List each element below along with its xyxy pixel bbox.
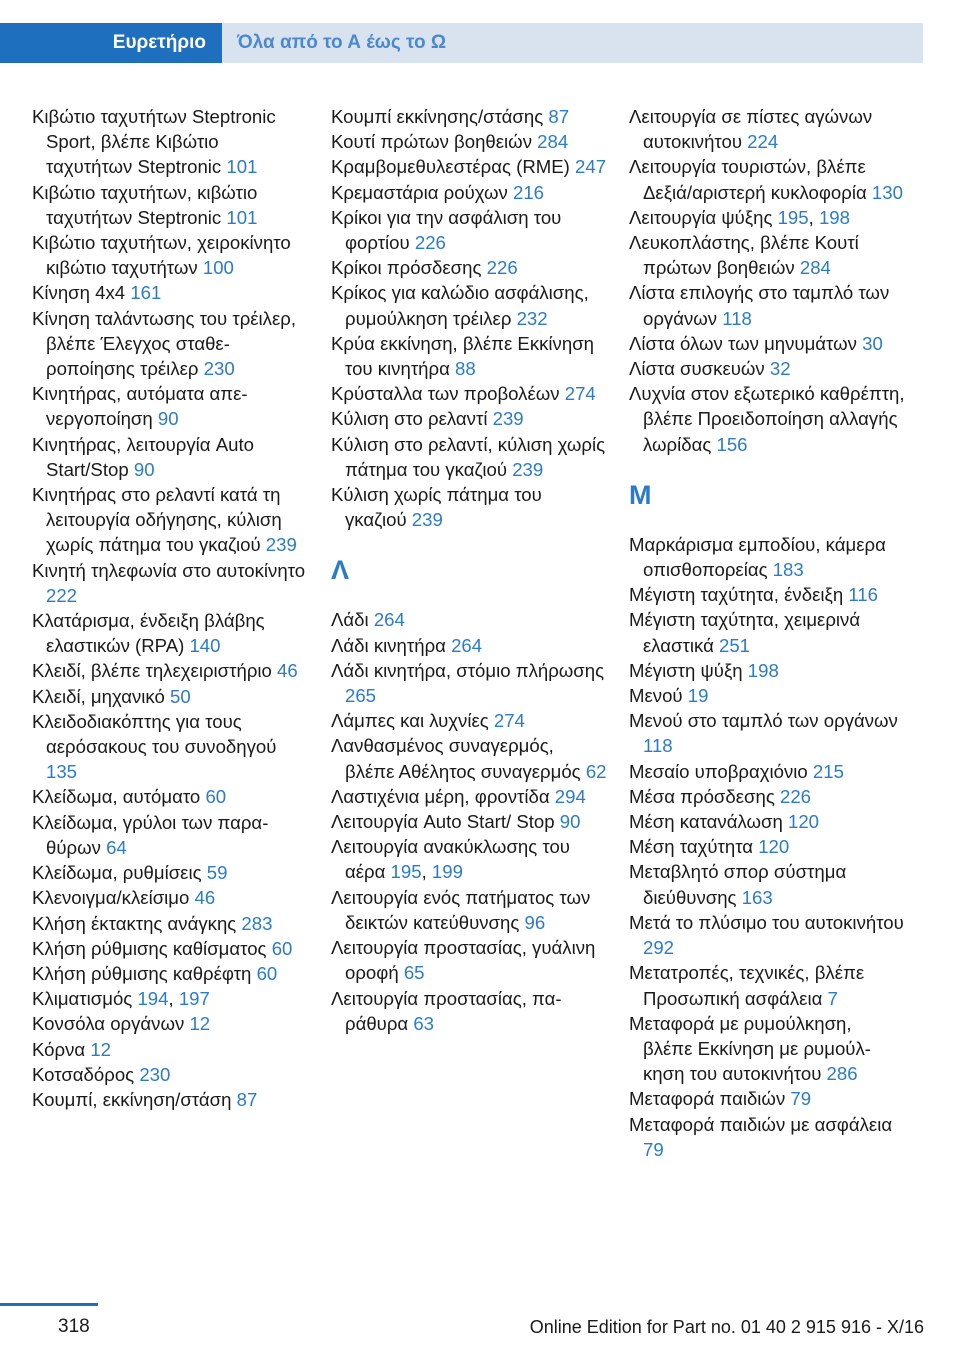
index-entry-text: Κλειδοδιακόπτης για τους αερόσακους του συνοδηγού [32,710,277,758]
index-entry-text: Κιβώτιο ταχυτήτων, κιβώτιο ταχυτήτων Steptronic [32,181,258,228]
index-entry-text: Μεταφορά με ρυμούλκηση, βλέπε Εκκίνηση με ρυμούλκηση του αυτοκινήτου [629,1012,871,1085]
page-reference-link[interactable]: 239 [411,509,443,531]
index-entry-text: Κύλιση χωρίς πάτημα του γκαζιού [331,484,542,531]
index-entry-text: Κλατάρισμα, ένδειξη βλάβης ελαστικών (RPA) [32,610,265,657]
index-entry-text: Λειτουργία ανακύκλωσης του αέρα [331,836,570,883]
index-entry [629,607,905,657]
index-entry [629,331,905,356]
page-reference-link[interactable]: 120 [787,811,820,833]
page-reference-link[interactable]: 65 [403,962,425,984]
index-entry-text: Κρίκος για καλώδιο ασφάλισης, ρυμούλκηση τρέιλερ [331,282,589,329]
index-entry-text: Κλείδωμα, ρυθμίσεις [32,862,202,884]
page-reference-link[interactable]: 183 [772,559,804,581]
index-entry-text: Κρεμαστάρια ρούχων [331,181,508,203]
index-entry [629,154,905,204]
index-entry-text: Λειτουργία Auto Start/ Stop [331,811,555,833]
index-entry: Κλιματισμός 194, 197 [32,988,210,1010]
index-entry [331,381,607,406]
page-reference-link[interactable]: 230 [203,358,235,380]
page-reference-link[interactable]: 87 [236,1088,258,1110]
page-reference-link[interactable]: 247 [575,156,607,178]
index-entry: Λειτουργία ανακύκλωσης του αέρα 195, 199 [331,836,570,883]
index-entry-text: Κρύα εκκίνηση, βλέπε Εκκίνηση του κινητήρα [331,332,595,380]
index-entry [629,910,905,960]
index-entry [629,683,905,708]
index-entry [32,709,308,785]
page-reference-link[interactable]: 32 [769,358,791,380]
index-entry [629,859,905,909]
index-entry [32,784,308,809]
index-entry-text: Λάδι κινητήρα, στόμιο πλήρωσης [331,659,605,681]
index-entry-text: Κινητήρας στο ρελαντί κατά τη λειτουργία οδήγησης, κύλιση χωρίς πάτημα του γκαζιού [32,484,282,556]
index-entry-text: Λυχνία στον εξωτερικό καθρέπτη, βλέπε Προειδοποίηση αλλαγής λωρίδας [629,383,905,455]
page-reference-link[interactable]: 198 [747,659,779,681]
section-letter: Μ [629,479,652,510]
index-entry-text: Μετατροπές, τεχνικές, βλέπε Προσωπική ασφάλεια [629,962,865,1009]
index-entry [331,280,607,330]
index-entry-text: Λίστα όλων των μηνυμάτων [629,332,857,354]
page-reference-link[interactable]: 197 [178,988,210,1010]
page-reference-link[interactable]: 232 [516,307,548,329]
index-entry [32,860,308,885]
page-reference-link[interactable]: 60 [271,937,293,959]
index-entry-text: Κλήση ρύθμισης καθίσματος [32,937,267,959]
page-reference-link[interactable]: 60 [205,786,227,808]
page-reference-link[interactable]: 87 [548,106,570,127]
page-reference-link[interactable]: 19 [687,685,709,707]
page-reference-link[interactable]: 226 [414,232,446,254]
index-entry-text: Κύλιση στο ρελαντί, κύλιση χωρίς πάτημα του γκαζιού [331,433,606,480]
index-entry-text: Μετά το πλύσιμο του αυτοκινήτου [629,911,904,933]
index-entry [629,582,905,607]
index-entry [32,306,308,382]
index-column-1 [32,104,308,1112]
page-reference-link[interactable]: 163 [741,886,773,908]
index-entry [629,708,905,758]
index-column-2 [331,104,607,1036]
page-reference-link[interactable]: 284 [537,131,569,153]
page-reference-link[interactable]: 216 [513,181,545,203]
page-number: 318 [58,1316,90,1337]
page-reference-link[interactable]: 140 [189,635,221,657]
index-entry-text: Μαρκάρισμα εμποδίου, κάμερα οπισθοπορείας [629,533,886,581]
page-reference-link[interactable]: 100 [202,257,234,279]
page-reference-link[interactable]: 46 [277,660,298,682]
page-reference-link[interactable]: 239 [265,534,297,556]
index-entry [331,180,607,205]
index-entry-text: Κιβώτιο ταχυτήτων Steptronic Sport, βλέπε Κιβώτιο ταχυτήτων Steptronic [32,106,276,178]
index-entry-text: Λίστα επιλογής στο ταμπλό των οργάνων [629,282,890,329]
index-entry [331,935,607,985]
page-reference-link[interactable]: 199 [431,861,463,883]
page-reference-link[interactable]: 135 [46,761,78,783]
page-reference-link[interactable]: 239 [512,458,544,480]
index-entry [331,154,607,179]
index-entry-text: Κλήση ρύθμισης καθρέφτη [32,962,252,984]
index-entry-text: Μεσαίο υποβραχιόνιο [629,760,808,782]
page-reference-link[interactable]: 90 [157,408,179,430]
page-reference-link[interactable]: 265 [345,685,377,707]
page-reference-link[interactable]: 90 [559,811,581,833]
page-reference-link[interactable]: 12 [189,1013,211,1035]
page-reference-link[interactable]: 251 [719,634,751,656]
header-tabs [0,23,923,63]
index-entry-text: Λειτουργία προστασίας, γυάλινη οροφή [331,937,596,984]
index-entry [629,960,905,1010]
index-entry-text: Κλήση έκτακτης ανάγκης [32,912,237,934]
page-reference-link[interactable]: 198 [818,206,850,228]
index-entry [32,885,308,910]
index-entry-text: Κονσόλα οργάνων [32,1013,185,1035]
page-reference-link[interactable]: 224 [747,131,779,153]
page-reference-link[interactable]: 156 [716,433,748,455]
index-entry [331,205,607,255]
index-entry [331,986,607,1036]
index-entry-text: Κλειδί, βλέπε τηλεχειριστήριο [32,660,272,682]
index-entry-text: Κλειδί, μηχανικό [32,685,165,707]
tab-a-to-z[interactable]: Όλα από το Α έως το Ω [222,23,923,63]
index-entry [331,809,607,834]
index-entry-text: Λειτουργία ψύξης [629,206,773,228]
page-reference-link[interactable]: 101 [226,206,258,228]
index-entry-text: Μέσα πρόσδεσης [629,785,775,807]
index-entry-text: Λάδι κινητήρα [331,634,446,656]
index-entry [32,936,308,961]
section-letter: Λ [331,555,350,586]
index-entry-text: Μέγιστη ταχύτητα, ένδειξη [629,584,844,606]
index-entry [331,255,607,280]
index-entry [32,1087,308,1112]
page-reference-link[interactable]: 292 [643,937,675,959]
index-entry-text: Κίνηση 4x4 [32,282,126,304]
page-reference-link[interactable]: 226 [486,257,518,279]
index-entry [331,633,607,658]
index-entry-text: Λάδι [331,609,369,631]
index-entry [629,381,905,457]
page-reference-link[interactable]: 79 [643,1138,664,1160]
edition-footer: Online Edition for Part no. 01 40 2 915 916 - X/16 [529,1317,924,1337]
index-entry-text: Κινητή τηλεφωνία στο αυτοκίνητο [32,559,306,581]
page-reference-link[interactable]: 62 [585,760,607,782]
page-reference-link[interactable]: 79 [790,1088,812,1110]
page-reference-link[interactable]: 264 [373,609,405,631]
index-entry: Λειτουργία ψύξης 195, 198 [629,206,850,228]
index-entry-text: Μεταφορά παιδιών [629,1088,786,1110]
index-entry-text: Λειτουργία σε πίστες αγώνων αυτοκινήτου [629,106,873,153]
index-entry [32,381,308,431]
index-entry [331,129,607,154]
index-entry [32,1011,308,1036]
tab-index[interactable]: Ευρετήριο [0,23,222,63]
page-reference-link[interactable]: 286 [826,1063,858,1085]
page-reference-link[interactable]: 63 [413,1012,435,1034]
page-reference-link[interactable]: 59 [206,862,228,884]
page-reference-link[interactable]: 294 [554,785,586,807]
index-entry [331,733,607,783]
page-reference-link[interactable]: 116 [848,584,878,606]
index-entry [32,684,308,709]
page-reference-link[interactable]: 161 [130,282,162,304]
page-reference-link[interactable]: 195 [777,206,809,228]
index-entry [32,658,308,683]
page-reference-link[interactable]: 88 [455,358,476,380]
page-reference-link[interactable]: 7 [827,987,838,1009]
index-entry-text: Λευκοπλάστης, βλέπε Κουτί πρώτων βοηθειών [629,232,859,279]
page-reference-link[interactable]: 230 [139,1063,171,1085]
index-entry-text: Κλείδωμα, γρύλοι των παραθύρων [32,811,269,858]
index-entry [331,482,607,532]
index-entry [32,1062,308,1087]
index-entry-text: Μέγιστη ψύξη [629,659,743,681]
index-entry-text: Κύλιση στο ρελαντί [331,408,488,430]
index-entry-text: Κλιματισμός [32,988,133,1010]
index-entry-text: Λειτουργία προστασίας, παράθυρα [331,987,562,1034]
index-entry-text: Κινητήρας, αυτόματα απενεργοποίηση [32,383,248,430]
index-entry [629,1011,905,1087]
index-entry [629,1086,905,1111]
index-entry [331,331,607,381]
index-entry [331,708,607,733]
index-entry-text: Μέση ταχύτητα [629,836,754,858]
index-entry-text: Κουτί πρώτων βοηθειών [331,131,532,153]
page-reference-link[interactable]: 120 [758,836,790,858]
page-reference-link[interactable]: 90 [133,458,155,480]
index-entry [331,784,607,809]
page-reference-link[interactable]: 30 [862,332,883,354]
index-entry-text: Κραμβομεθυλεστέρας (RME) [331,156,570,178]
index-entry [629,1112,905,1162]
page-number-rule [0,1303,98,1306]
index-entry [629,658,905,683]
index-column-3 [629,104,905,1162]
index-entry [629,759,905,784]
index-entry [32,961,308,986]
index-entry-text: Λειτουργία ενός πατήματος των δεικτών κατεύθυνσης [331,886,591,933]
page-reference-link[interactable]: 118 [722,307,752,329]
index-entry-text: Μέση κατανάλωση [629,811,783,833]
index-entry-text: Λαστιχένια μέρη, φροντίδα [331,785,550,807]
index-entry [331,432,607,482]
index-entry-text: Λίστα συσκευών [629,358,765,380]
index-entry-text: Κοτσαδόρος [32,1063,135,1085]
index-entry [629,280,905,330]
index-entry-text: Λειτουργία τουριστών, βλέπε Δεξιά/αριστερή κυκλοφορία [629,156,867,203]
page-reference-link[interactable]: 96 [524,911,546,933]
index-entry [32,104,308,180]
page-reference-link[interactable]: 239 [492,408,524,430]
index-entry-text: Κουμπί εκκίνησης/στάσης [331,106,544,127]
index-entry [629,356,905,381]
index-entry [32,280,308,305]
index-entry-text: Μέγιστη ταχύτητα, χειμερινά ελαστικά [629,609,861,656]
index-entry [331,885,607,935]
index-entry-text: Μεταβλητό σπορ σύστημα διεύθυνσης [629,861,847,908]
index-entry [629,532,905,582]
index-entry-text: Λανθασμένος συναγερμός, βλέπε Αθέλητος συναγερμός [331,735,581,782]
index-entry [32,180,308,230]
page-reference-link[interactable]: 46 [194,887,216,909]
page-reference-link[interactable]: 274 [564,383,596,405]
page-reference-link[interactable]: 283 [241,912,273,934]
index-entry-text: Κιβώτιο ταχυτήτων, χειροκίνητο κιβώτιο ταχυτήτων [32,232,291,279]
page-reference-link[interactable]: 222 [46,584,78,606]
index-entry [629,104,905,154]
index-entry-text: Κρίκοι πρόσδεσης [331,257,482,279]
page-reference-link[interactable]: 194 [137,988,169,1010]
page-reference-link[interactable]: 264 [451,634,483,656]
index-entry [629,784,905,809]
page-reference-link[interactable]: 12 [90,1038,111,1060]
index-entry-text: Λάμπες και λυχνίες [331,710,489,732]
index-entry [331,658,607,708]
index-entry [331,406,607,431]
index-entry [32,911,308,936]
page-reference-link[interactable]: 274 [493,710,525,732]
page-reference-link[interactable]: 64 [106,836,127,858]
page-reference-link[interactable]: 130 [871,181,903,203]
index-entry [629,834,905,859]
index-entry [32,482,308,558]
page-reference-link[interactable]: 226 [779,785,812,807]
page-reference-link[interactable]: 215 [812,760,844,782]
index-entry-text: Κρύσταλλα των προβολέων [331,383,560,405]
index-entry [32,608,308,658]
index-entry-text: Κλείδωμα, αυτόματο [32,786,201,808]
index-entry [331,104,607,129]
index-entry-text: Κίνηση ταλάντωσης του τρέιλερ, βλέπε Έλεγχος σταθεροποίησης τρέιλερ [32,307,297,380]
index-entry-text: Μεταφορά παιδιών με ασφάλεια [629,1113,893,1135]
index-entry-text: Μενού [629,685,683,707]
index-entry [629,230,905,280]
index-entry [32,810,308,860]
page-reference-link[interactable]: 101 [226,156,258,178]
page-reference-link[interactable]: 118 [643,735,673,757]
index-entry [331,607,607,632]
index-entry [629,809,905,834]
index-entry-text: Κρίκοι για την ασφάλιση του φορτίου [331,206,562,254]
index-entry [32,432,308,482]
index-entry-text: Κουμπί, εκκίνηση/στάση [32,1088,232,1110]
index-entry-text: Κλενοιγμα/κλείσιμο [32,887,190,909]
index-entry [32,558,308,608]
index-entry [32,230,308,280]
page-reference-link[interactable]: 195 [390,861,422,883]
index-entry-text: Κινητήρας, λειτουργία Auto Start/Stop [32,433,254,480]
page-reference-link[interactable]: 60 [256,962,278,984]
page-reference-link[interactable]: 284 [799,257,831,279]
index-entry [32,1037,308,1062]
index-entry-text: Κόρνα [32,1038,86,1060]
index-entry-text: Μενού στο ταμπλό των οργάνων [629,710,898,732]
page-reference-link[interactable]: 50 [170,685,191,707]
